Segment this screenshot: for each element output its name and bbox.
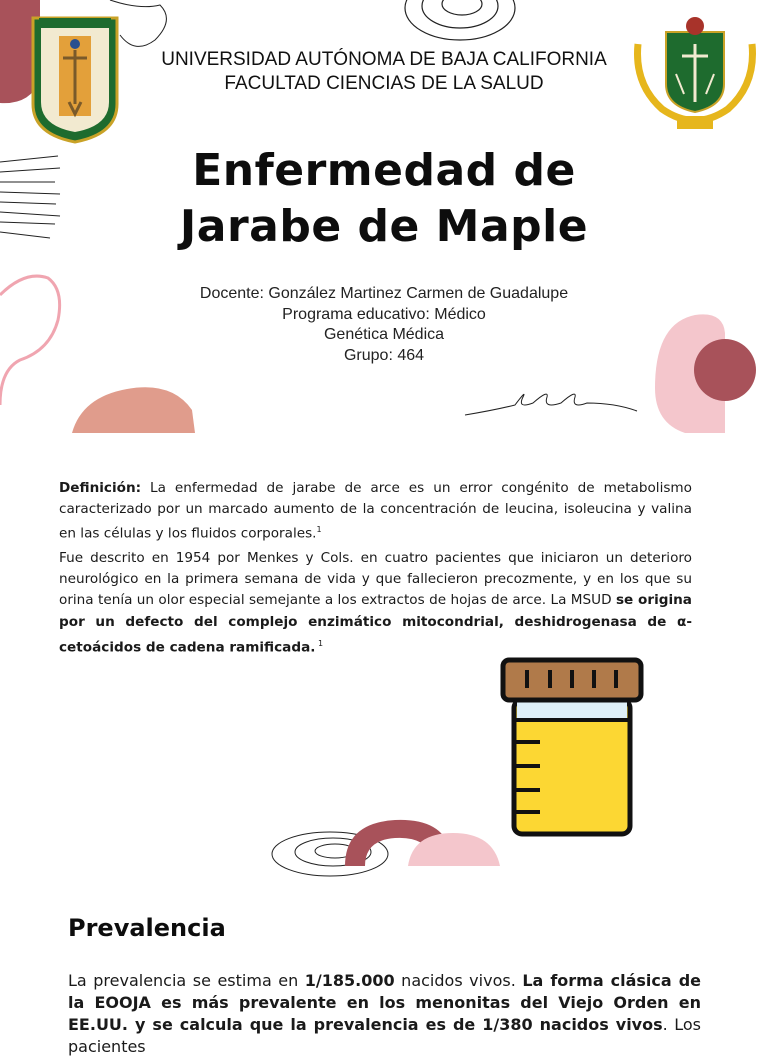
prevalence-text-2: nacidos vivos. <box>394 971 523 990</box>
definition-ref: 1 <box>316 524 322 534</box>
definition-page <box>0 446 768 866</box>
pink-mound-bottom <box>408 831 503 866</box>
spiral-top-center <box>400 0 520 45</box>
history-bold-text: se origina por un defecto del complejo enzimático mitocondrial, deshidrogenasa de α-cetoácidos de cadena ramificada. <box>59 592 692 656</box>
document-title <box>0 143 768 255</box>
faculty-name: FACULTAD CIENCIAS DE LA SALUD <box>224 73 544 94</box>
prevalence-text-3: . Los pacientes <box>68 1015 701 1056</box>
history-paragraph <box>59 548 692 659</box>
history-ref: 1 <box>315 638 324 648</box>
definition-paragraph <box>59 478 692 544</box>
teacher-name: Docente: González Martinez Carmen de Guadalupe <box>199 285 569 302</box>
salmon-mound <box>72 385 197 433</box>
urine-sample-jar-icon <box>500 656 645 838</box>
title-line-1: Enfermedad de <box>192 145 576 196</box>
definition-text: La enfermedad de jarabe de arce es un error congénito de metabolismo caracterizado por un marcado aumento de la concentración de leucina, isoleucina y valina en las células y los fluidos corporales. <box>59 480 692 542</box>
prevalence-text-1: La prevalencia se estima en <box>68 971 305 990</box>
title-line-2: Jarabe de Maple <box>179 201 589 252</box>
institution-header <box>0 48 768 96</box>
prevalence-paragraph <box>68 970 701 1058</box>
history-text: Fue descrito en 1954 por Menkes y Cols. en cuatro pacientes que iniciaron un deterioro neurológico en la primera semana de vida y que fallecieron precozmente, y en los que su orina tenía un olor especial semejante a los extractos de hojas de arce. La MSUD <box>59 550 692 609</box>
program-name: Programa educativo: Médico <box>282 305 486 323</box>
prevalence-heading: Prevalencia <box>68 914 226 942</box>
prevalence-rate: 1/185.000 <box>304 971 395 990</box>
group-number: Grupo: 464 <box>343 346 425 364</box>
definition-label: Definición: <box>59 480 142 496</box>
prevalence-bold-text: La forma clásica de la EOOJA es más prevalente en los menonitas del Viejo Orden en EE.UU. y se calcula que la prevalencia es de 1/380 nacidos vivos <box>68 971 702 1034</box>
university-name: UNIVERSIDAD AUTÓNOMA DE BAJA CALIFORNIA <box>161 49 607 70</box>
prevalence-page <box>0 880 768 1056</box>
cover-page <box>0 0 768 433</box>
cover-metadata <box>0 284 768 366</box>
subject-name: Genética Médica <box>323 326 445 343</box>
loop-line-bottom <box>465 385 640 420</box>
